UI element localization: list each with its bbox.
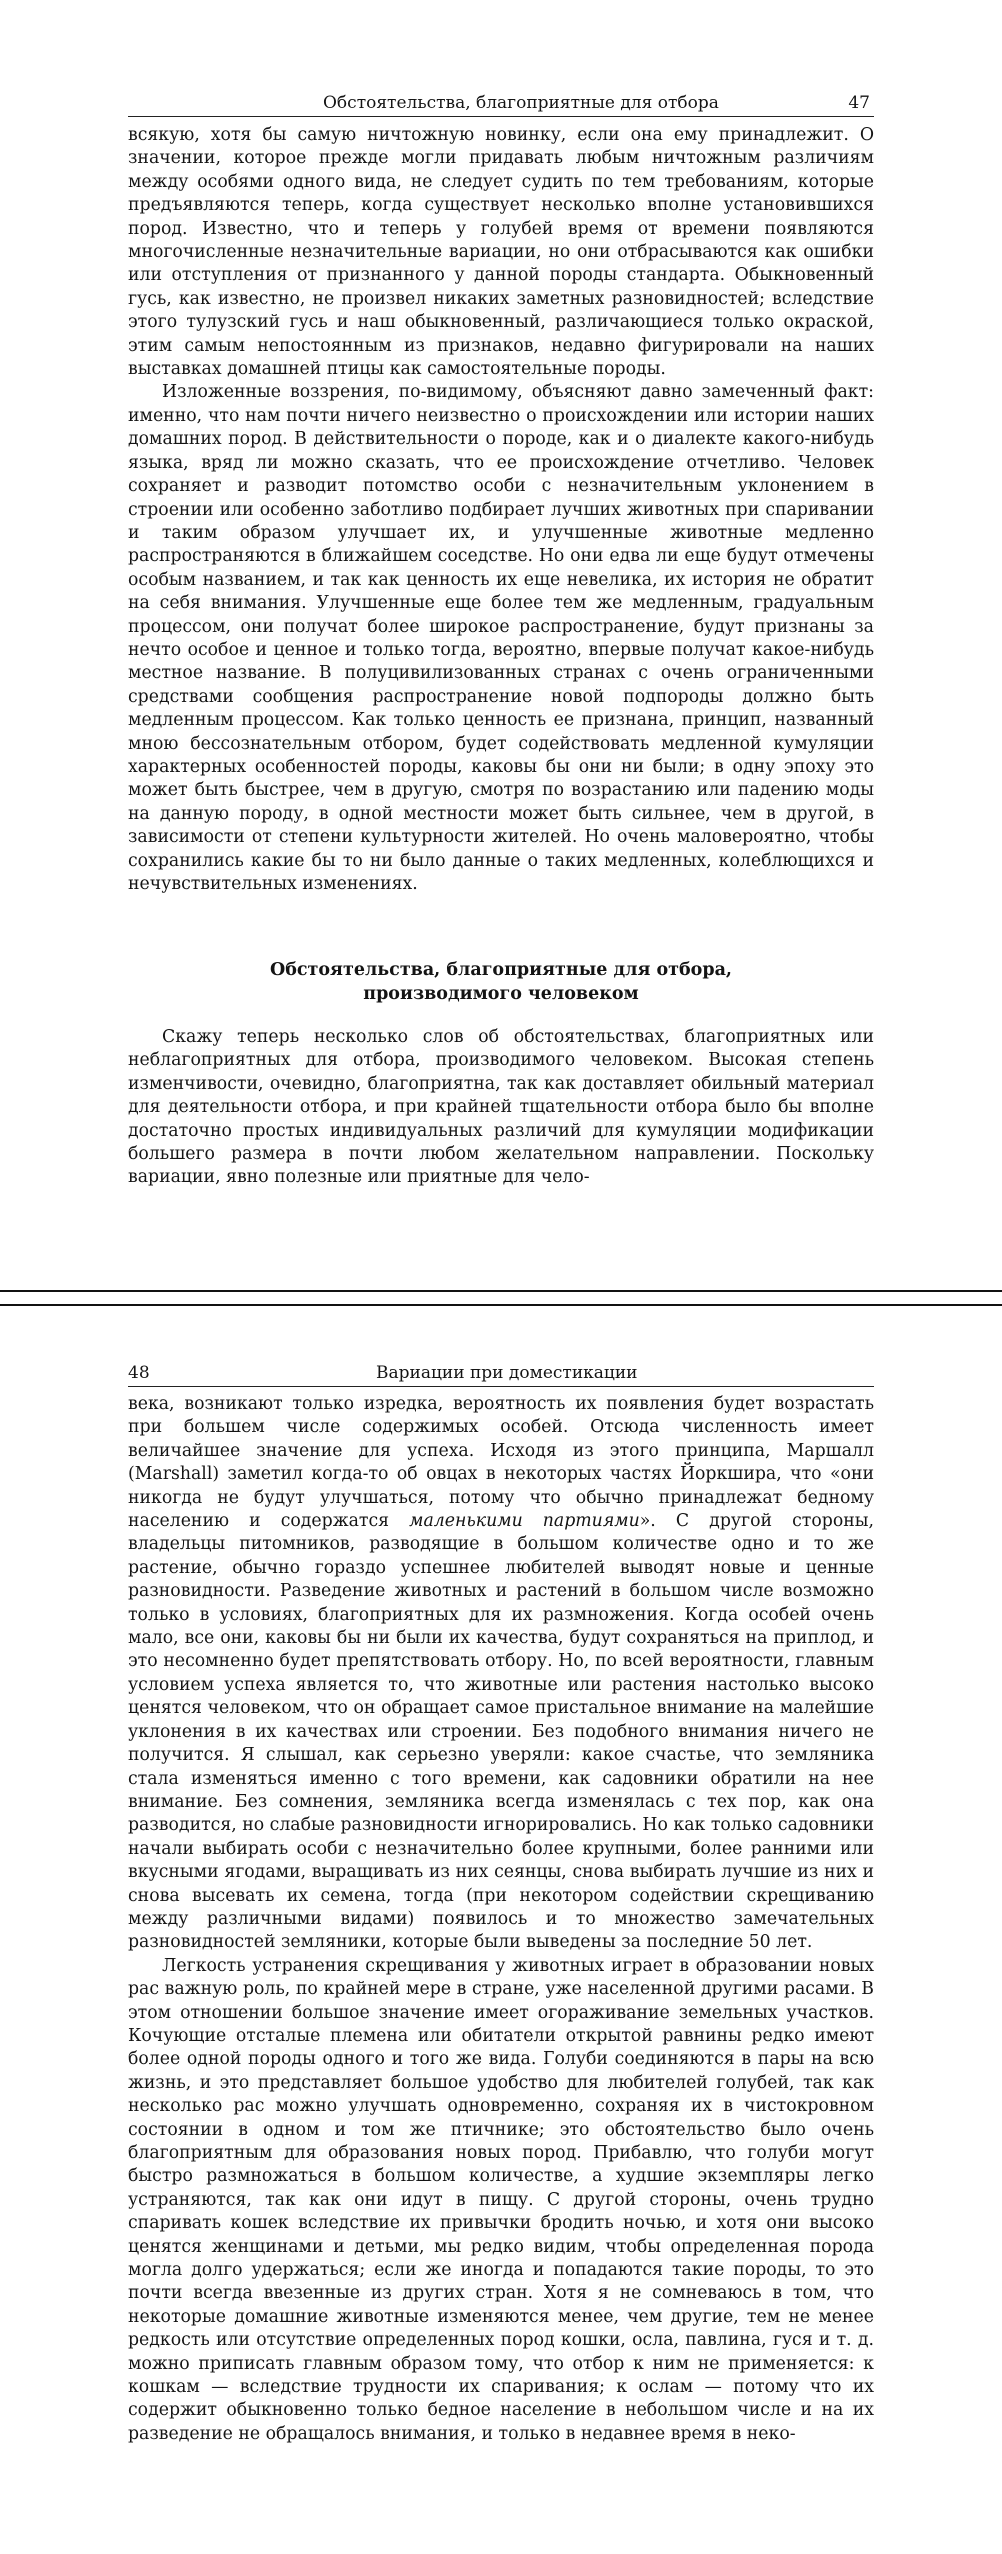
section-heading-line: Обстоятельства, благоприятные для отбора, — [269, 960, 733, 980]
paragraph: Легкость устранения скрещивания у животных играет в образовании новых рас важную роль, по крайней мере в стране, уже населенной другими расами. В этом отношении большое значение имеет огораживание земельных участков. Кочующие отсталые племена или обитатели открытой равнины редко имеют более одной породы одного и того же вида. Голуби соединяются в пары на всю жизнь, и это представляет большое удобство для любителей голубей, так как несколько рас можно улучшать одновременно, сохраняя их в чистокровном состоянии в одном и том же птичнике; это обстоятельство было очень благоприятным для образования новых пород. Прибавлю, что голуби могут быстро размножаться в большом количестве, а худшие экземпляры легко устраняются, так как они идут в пищу. С другой стороны, очень трудно спаривать кошек вследствие их привычки бродить ночью, и хотя они высоко ценятся женщинами и детьми, мы редко видим, чтобы определенная порода могла долго удержаться; если же иногда и попадаются такие породы, то это почти всегда ввезенные из других стран. Хотя я не сомневаюсь в том, что некоторые домашние животные изменяются менее, чем другие, тем не менее редкость или отсутствие определенных пород кошки, осла, павлина, гуся и т. д. можно приписать главным образом тому, что отбор к ним не применяется: к кошкам — вследствие трудности их спаривания; к ослам — потому что их содержит обыкновенно только бедное население в небольшом числе и на их разведение не обращалось внимания, и только в недавнее время в неко- — [128, 1955, 874, 2444]
paragraph: Изложенные воззрения, по-видимому, объясняют давно замеченный факт: именно, что нам почти ничего неизвестно о происхождении или истории наших домашних пород. В действительности о породе, как и о диалекте какого-нибудь языка, вряд ли можно сказать, что ее происхождение отчетливо. Человек сохраняет и разводит потомство особи с незначительным уклонением в строении или особенно заботливо подбирает лучших животных при спаривании и таким образом улучшает их, и улучшенные животные медленно распространяются в ближайшем соседстве. Но они едва ли еще будут отмечены особым названием, и так как ценность их еще невелика, их история не обратит на себя внимания. Улучшенные еще более тем же медленным, градуальным процессом, они получат более широкое распространение, будут признаны за нечто особое и ценное и только тогда, вероятно, впервые получат какое-нибудь местное название. В полуцивилизованных странах с очень ограниченными средствами сообщения распространение новой подпороды должно быть медленным процессом. Как только ценность ее признана, принцип, названный мною бессознательным отбором, будет содействовать медленной кумуляции характерных особенностей породы, каковы бы они ни были; в одну эпоху это может быть быстрее, чем в другую, смотря по возрастанию или падению моды на данную породу, в одной местности может быть сильнее, чем в другой, в зависимости от степени культурности жителей. Но очень маловероятно, чтобы сохранились какие бы то ни было данные о таких медленных, колеблющихся и нечувствительных изменениях. — [128, 382, 874, 894]
body-text — [128, 1026, 874, 1190]
section-heading-line: производимого человеком — [363, 984, 639, 1004]
running-title: Обстоятельства, благоприятные для отбора — [323, 93, 719, 113]
italic-quote: маленькими партиями — [409, 1511, 640, 1532]
running-header — [128, 86, 874, 117]
paragraph — [128, 1393, 874, 1955]
body-text — [128, 1393, 874, 2446]
page-number: 47 — [848, 93, 870, 113]
section-heading — [128, 958, 874, 1006]
paragraph-text: века, возникают только изредка, вероятность их появления будет возрастать при большем числе содержимых особей. Отсюда численность имеет величайшее значение для успеха. Исходя из этого принципа, Маршалл (Marshall) заметил когда-то об овцах в некоторых частях Йоркшира, что «они никогда не будут улучшаться, потому что обычно принадлежат бедному населению и содержатся — [128, 1394, 874, 1532]
paragraph: Скажу теперь несколько слов об обстоятельствах, благоприятных или неблагоприятных для отбора, производимого человеком. Высокая степень изменчивости, очевидно, благоприятна, так как доставляет обильный материал для деятельности отбора, и при крайней тщательности отбора было бы вполне достаточно простых индивидуальных различий для кумуляции модификации большего размера в почти любом желательном направлении. Поскольку вариации, явно полезные или приятные для чело- — [128, 1027, 874, 1188]
paragraph-text: ». С другой стороны, владельцы питомников, разводящие в большом количестве одно и то же растение, обычно гораздо успешнее любителей выводят новые и ценные разновидности. Разведение животных и растений в большом числе возможно только в условиях, благоприятных для их размножения. Когда особей очень мало, все они, каковы бы ни были их качества, будут сохраняться на приплод, и это несомненно будет препятствовать отбору. Но, по всей вероятности, главным условием успеха является то, что животные или растения настолько высоко ценятся человеком, что он обращает самое пристальное внимание на малейшие уклонения в их качествах или строении. Без подобного внимания ничего не получится. Я слышал, как серьезно уверяли: какое счастье, что земляника стала изменяться именно с того времени, как садовники обратили на нее внимание. Без сомнения, земляника всегда изменялась с тех пор, как она разводится, но слабые разновидности игнорировались. Но как только садовники начали выбирать особи с незначительно более крупными, более ранними или вкусными ягодами, выращивать из них сеянцы, снова выбирать лучшие из них и снова высевать их семена, тогда (при некотором содействии скрещиванию между различными видами) появилось и то множество замечательных разновидностей земляники, которые были выведены за последние 50 лет. — [128, 1511, 874, 1953]
running-title: Вариации при доместикации — [376, 1363, 638, 1383]
body-text — [128, 124, 874, 896]
running-header — [128, 1356, 874, 1387]
page-48 — [0, 1306, 1002, 2554]
page-number: 48 — [128, 1363, 150, 1383]
paragraph: всякую, хотя бы самую ничтожную новинку, если она ему принадлежит. О значении, которое прежде могли придавать любым ничтожным различиям между особями одного вида, не следует судить по тем требованиям, которые предъявляются теперь, когда существует несколько вполне установившихся пород. Известно, что и теперь у голубей время от времени появляются многочисленные незначительные вариации, но они отбрасываются как ошибки или отступления от признанного у данной породы стандарта. Обыкновенный гусь, как известно, не произвел никаких заметных разновидностей; вследствие этого тулузский гусь и наш обыкновенный, различающиеся только окраской, этим самым непостоянным из признаков, недавно фигурировали на наших выставках домашней птицы как самостоятельные породы. — [128, 125, 874, 380]
page-separator — [0, 1290, 1002, 1306]
